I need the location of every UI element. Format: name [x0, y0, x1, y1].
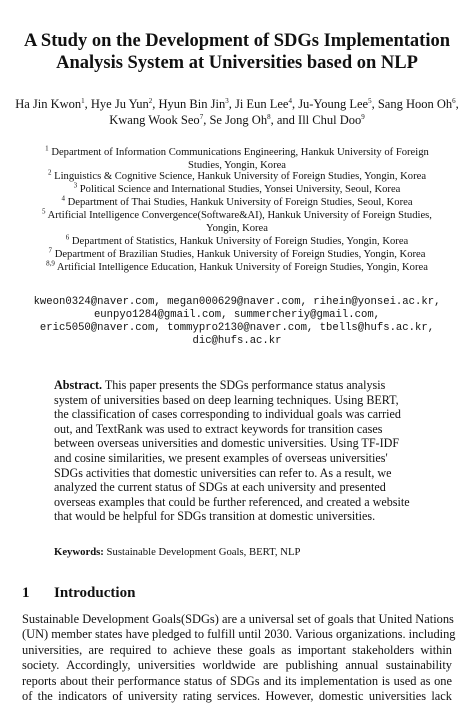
affiliation	[28, 209, 446, 235]
affiliation-line	[28, 209, 446, 222]
affiliation-text: Department of Brazilian Studies, Hankuk University of Foreign Studies, Yongin, Korea	[54, 249, 426, 260]
affiliation-line	[28, 170, 446, 183]
section-heading	[22, 584, 135, 602]
affiliation-line	[28, 222, 446, 235]
body-line: society. Accordingly, universities worldwide are publishing annual sustainability	[22, 658, 452, 673]
email-line: eunpyo1284@gmail.com, summercheriy@gmail.com,	[93, 309, 381, 321]
author-list: Ha Jin Kwon$^1$, Hye Ju Yun$^2$, Hyun Bin Jin$^3$, Ji Eun Lee$^4$, Ju-Young Lee$^5$, Sang Hoon Oh$^6$, Kwang Wook Seo$^7$, Se Jong Oh$^8$, and Ill Chul Doo$^9$	[15, 96, 459, 127]
email-list	[6, 296, 468, 348]
affiliation-text: Yongin, Korea	[206, 223, 268, 234]
email-line: dic@hufs.ac.kr	[192, 335, 282, 347]
title-line: Analysis System at Universities based on NLP	[56, 53, 418, 73]
abstract-line: Abstract. This paper presents the SDGs performance status analysis	[54, 378, 386, 392]
email-line: kweon0324@naver.com, megan000629@naver.com, rihein@yonsei.ac.kr,	[33, 296, 441, 308]
keywords	[54, 546, 434, 559]
abstract-label: Abstract.	[54, 378, 103, 392]
author-affiliation-mark: 7	[199, 112, 204, 121]
body-line: (UN) member states have pledged to fulfill until 2030. Various organizations. including	[22, 627, 456, 642]
author-name: Ha Jin Kwon	[15, 97, 82, 111]
affiliation-text: Department of Thai Studies, Hankuk University of Foreign Studies, Seoul, Korea	[67, 197, 413, 208]
affiliation-text: Political Science and International Studies, Yonsei University, Seoul, Korea	[79, 184, 401, 195]
affiliation-mark: 5	[42, 207, 46, 216]
abstract-line: overseas examples that could be further referenced, and created a website	[54, 494, 410, 509]
section-title: Introduction	[54, 585, 136, 601]
author-affiliation-mark: 2	[148, 96, 153, 105]
affiliation-mark: 3	[73, 181, 78, 190]
body-line: universities, are required to achieve these goals as important stakeholders within	[22, 642, 452, 657]
body-line: of the indicators of university rating services. However, domestic universities lack	[22, 689, 452, 704]
affiliation-text: Artificial Intelligence Education, Hankuk University of Foreign Studies, Yongin, Korea	[56, 262, 428, 273]
abstract	[54, 378, 420, 524]
author-name: Sang Hoon Oh	[377, 97, 453, 111]
affiliation-text: Studies, Yongin, Korea	[188, 160, 286, 171]
affiliation-line	[28, 248, 446, 261]
abstract-line: that would be helpful for SDGs transition at domestic universities.	[54, 509, 376, 524]
affiliation-line	[28, 146, 446, 159]
author-name: Ju-Young Lee	[298, 97, 369, 111]
author-name: Ji Eun Lee	[234, 97, 289, 111]
author-name: Hyun Bin Jin	[158, 97, 226, 111]
keywords-label: Keywords:	[54, 546, 104, 558]
author-affiliation-mark: 6	[452, 96, 456, 105]
affiliation	[28, 183, 446, 196]
affiliation	[28, 261, 446, 274]
keywords-text: Sustainable Development Goals, BERT, NLP	[106, 546, 301, 558]
affiliation-line	[28, 261, 446, 274]
body-line: Sustainable Development Goals(SDGs) are a universal set of goals that United Nations	[22, 612, 454, 626]
abstract-line: out, and TextRank was used to extract keywords for transition cases	[54, 421, 383, 436]
email-line: eric5050@naver.com, tommypro2130@naver.com, tbells@hufs.ac.kr,	[39, 322, 435, 334]
affiliation	[28, 248, 446, 261]
affiliation-mark: 4	[61, 194, 65, 203]
title-line: A Study on the Development of SDGs Implementation	[23, 31, 451, 51]
author-affiliation-mark: 3	[225, 96, 229, 105]
author-name: Ill Chul Doo	[298, 113, 362, 127]
affiliation-text: Linguistics & Cognitive Science, Hankuk University of Foreign Studies, Yongin, Korea	[54, 171, 427, 182]
abstract-line: between overseas universities and domestic universities. Using TF-IDF	[54, 436, 400, 451]
author-affiliation-mark: 5	[368, 96, 372, 105]
affiliation-mark: 2	[47, 168, 52, 177]
affiliation-mark: 6	[65, 233, 70, 242]
affiliation	[28, 170, 446, 183]
affiliation-line	[28, 183, 446, 196]
author-name: Kwang Wook Seo	[109, 113, 200, 127]
affiliation	[28, 196, 446, 209]
affiliation	[28, 146, 446, 172]
abstract-line: and cosine similarities, we present examples of overseas universities'	[54, 450, 388, 465]
affiliation	[28, 235, 446, 248]
affiliation-text: Department of Information Communications Engineering, Hankuk University of Foreign	[51, 147, 429, 158]
affiliation-line	[28, 196, 446, 209]
section-number: 1	[22, 585, 30, 601]
affiliation-text: Department of Statistics, Hankuk University of Foreign Studies, Yongin, Korea	[71, 236, 409, 247]
intro-paragraph	[22, 612, 456, 704]
author-name: Hye Ju Yun	[90, 97, 149, 111]
author-affiliation-mark: 9	[361, 112, 365, 121]
affiliation-text: Artificial Intelligence Convergence(Software&AI), Hankuk University of Foreign Studies,	[47, 210, 432, 221]
author-name: Se Jong Oh	[209, 113, 268, 127]
abstract-line: SDGs activities that domestic universities can refer to. As a result, we	[54, 465, 392, 480]
abstract-line: system of universities based on deep learning techniques. Using BERT,	[54, 392, 399, 407]
affiliation-mark: 1	[45, 144, 49, 153]
abstract-line: the classification of cases corresponding to individual goals was carried	[54, 407, 401, 422]
affiliation-mark: 7	[48, 246, 53, 255]
affiliation-line	[28, 235, 446, 248]
author-affiliation-mark: 4	[288, 96, 292, 105]
author-affiliation-mark: 8	[267, 112, 271, 121]
author-affiliation-mark: 1	[81, 96, 85, 105]
affiliation-mark: 8,9	[46, 259, 55, 268]
paper-title	[10, 30, 464, 74]
abstract-line: analyzed the current status of SDGs at each university and presented	[54, 480, 386, 495]
body-line: reports about their performance status of SDGs and its implementation is used as one	[22, 673, 452, 688]
